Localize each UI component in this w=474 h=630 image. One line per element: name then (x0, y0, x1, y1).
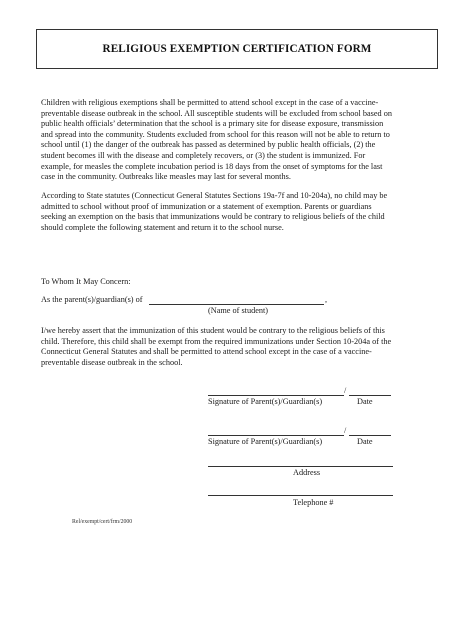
signature-label: Signature of Parent(s)/Guardian(s) (208, 437, 323, 446)
paragraph-line: preventable disease outbreak in the school. (41, 357, 183, 367)
paragraph-line: case in the community. Outbreaks like measles may last for several months. (41, 172, 291, 182)
paragraph-line: public health officials’ determination that the school is a primary site for disease exposure, transmission (41, 119, 384, 129)
telephone-field[interactable] (208, 495, 393, 496)
student-name-field[interactable] (149, 304, 324, 305)
address-field[interactable] (208, 466, 393, 467)
form-title: RELIGIOUS EXEMPTION CERTIFICATION FORM (102, 43, 372, 55)
paragraph-line: Children with religious exemptions shall be permitted to attend school except in the case of a vaccine- (41, 98, 379, 107)
telephone-label: Telephone # (293, 498, 334, 507)
title-box (36, 29, 438, 69)
signature-date-separator: / (344, 386, 347, 395)
paragraph-line: admitted to school without proof of immunization or a statement of exemption. Parents or guardians (41, 201, 372, 211)
paragraph-line: child. Therefore, this child shall be exempt from the required immunizations under Section 10-204a of the (41, 336, 392, 346)
signature-date-separator: / (344, 426, 347, 435)
salutation: To Whom It May Concern: (41, 277, 131, 286)
paragraph-line: I/we hereby assert that the immunization of this student would be contrary to the religious beliefs of this (41, 326, 385, 335)
paragraph-line: seeking an exemption on the basis that immunizations would be contrary to religious beliefs of the child (41, 212, 385, 222)
paragraph-line: and spread into the community. Students excluded from school for this reason will not be able to return to (41, 129, 390, 139)
paragraph-line: Connecticut General Statutes and shall be permitted to attend school except in the case of a vaccine- (41, 347, 372, 357)
date-label: Date (357, 437, 373, 446)
parent-suffix: , (325, 295, 328, 304)
date-field[interactable] (349, 435, 391, 436)
paragraph-line: example, for measles the complete incubation period is 18 days from the onset of symptoms for the last (41, 161, 383, 171)
outbreak-policy-paragraph (41, 98, 437, 183)
assertion-paragraph (41, 326, 437, 368)
signature-label: Signature of Parent(s)/Guardian(s) (208, 397, 323, 406)
parent-prefix: As the parent(s)/guardian(s) of (41, 295, 143, 304)
date-label: Date (357, 397, 373, 406)
paragraph-line: According to State statutes (Connecticut General Statutes Sections 19a-7f and 10-204a), no child may be (41, 191, 388, 200)
paragraph-line: preventable disease outbreak in the school. All susceptible students will be excluded from school based on (41, 108, 392, 118)
form-code: Rel/exempt/cert/frm/2000 (72, 519, 133, 525)
signature-field[interactable] (208, 395, 344, 396)
paragraph-line: student becomes ill with the disease and completely recovers, or (3) the student is immunized. For (41, 150, 366, 160)
statute-paragraph (41, 191, 437, 233)
signature-field[interactable] (208, 435, 344, 436)
address-label: Address (293, 468, 321, 477)
paragraph-line: should complete the following statement and return it to the school nurse. (41, 222, 284, 232)
student-name-caption: (Name of student) (208, 306, 269, 315)
date-field[interactable] (349, 395, 391, 396)
paragraph-line: school until (1) the danger of the outbreak has passed as determined by public health officials, (2) the (41, 140, 376, 150)
